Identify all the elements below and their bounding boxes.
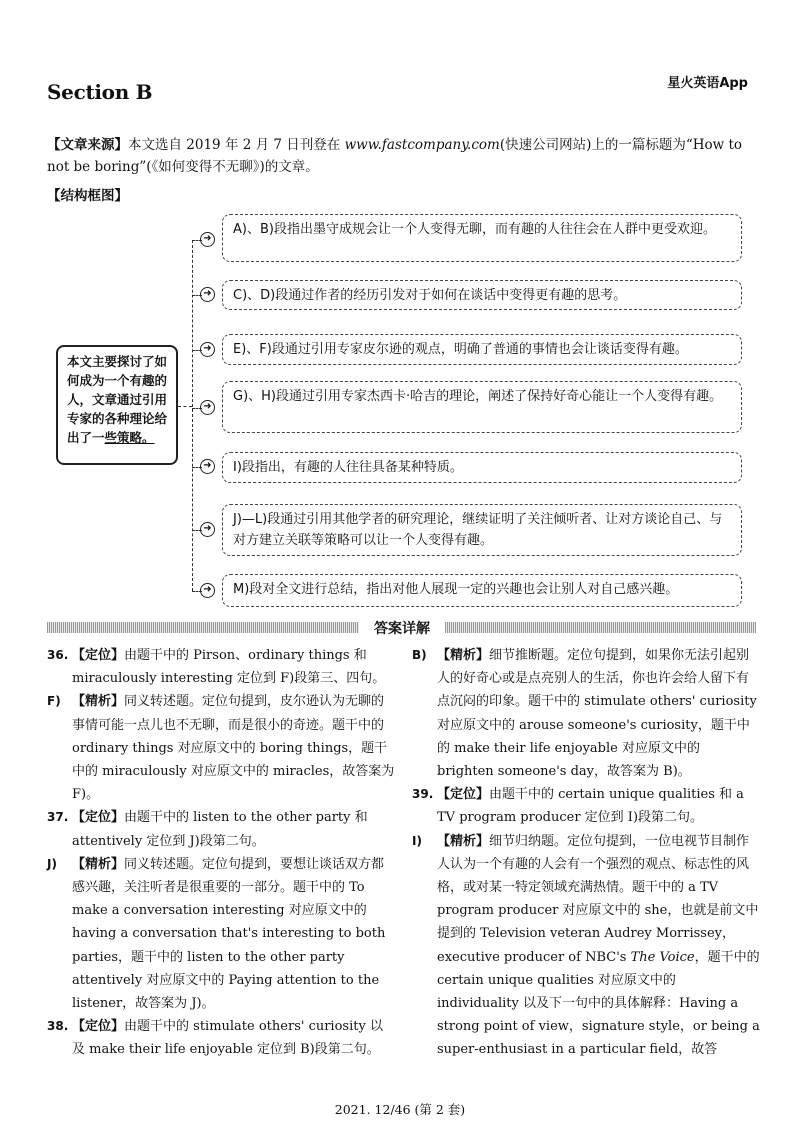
q39-analysis <box>412 830 760 1062</box>
q37-locate-tag: 【定位】 <box>72 810 125 826</box>
q37-locate <box>47 806 395 852</box>
summary-text-end: 些策略。 <box>104 430 155 445</box>
q38-number: 38. <box>47 1019 69 1034</box>
q39-answer: I) <box>412 833 422 848</box>
arrow-circle-icon: ➜ <box>200 583 215 598</box>
q38-locate <box>47 1015 395 1061</box>
branch-box-i: I)段指出，有趣的人往往具备某种特质。 <box>222 452 742 483</box>
q36-locate-tag: 【定位】 <box>72 648 125 663</box>
arrow-circle-icon: ➜ <box>200 287 215 302</box>
q39-analysis-text-1: 细节归纳题。定位句提到，一位电视节目制作人认为一个有趣的人会有一个强烈的观点、标志性的风格，或对某一特定领域充满热情。题干中的 a TV program producer 对应原文中的 she，也就是前文中提到的 Television veteran Audrey Morrissey，executive producer of NBC's <box>437 833 759 965</box>
answers-right-column <box>412 644 760 1062</box>
branch-box-gh: G)、H)段通过引用专家杰西卡·哈吉的理论，阐述了保持好奇心能让一个人变得有趣。 <box>222 381 742 433</box>
q37-number: 37. <box>47 810 69 825</box>
q38-analysis <box>412 644 760 783</box>
q39-show-title: The Voice <box>630 949 695 965</box>
q36-analysis-tag: 【精析】 <box>72 694 125 710</box>
q36-locate <box>47 644 395 690</box>
q37-analysis <box>47 853 395 1015</box>
q36-analysis <box>47 690 395 806</box>
section-title: Section B <box>47 80 153 104</box>
q39-locate <box>412 783 760 829</box>
q36-number: 36. <box>47 648 69 662</box>
source-text-1: 本文选自 2019 年 2 月 7 日刊登在 <box>128 137 345 153</box>
answers-divider <box>47 618 756 638</box>
q39-locate-tag: 【定位】 <box>437 787 490 803</box>
q37-locate-text: 由题干中的 listen to the other party 和 attentively 定位到 J)段第二句。 <box>72 810 368 849</box>
q36-answer: F) <box>47 694 61 709</box>
hatch-left <box>47 622 359 633</box>
q37-answer: J) <box>47 856 57 871</box>
framework-label: 【结构框图】 <box>47 188 128 204</box>
arrow-circle-icon: ➜ <box>200 522 215 537</box>
q38-answer: B) <box>412 648 427 662</box>
arrow-circle-icon: ➜ <box>200 342 215 357</box>
q39-analysis-tag: 【精析】 <box>437 833 490 849</box>
source-site: www.fastcompany.com <box>344 137 500 153</box>
q38-locate-text: 由题干中的 stimulate others' curiosity 以及 make their life enjoyable 定位到 B)段第二句。 <box>72 1019 383 1058</box>
page-footer: 2021. 12/46 (第 2 套) <box>334 1102 466 1117</box>
answers-left-column <box>47 644 395 1062</box>
branch-box-m: M)段对全文进行总结，指出对他人展现一定的兴趣也会让别人对自己感兴趣。 <box>222 574 742 607</box>
answers-title: 答案详解 <box>374 621 430 637</box>
summary-text: 本文主要探讨了如何成为一个有趣的人，文章通过引用专家的各种理论给出了一 <box>67 354 168 445</box>
branch-box-ab: A)、B)段指出墨守成规会让一个人变得无聊，而有趣的人往往会在人群中更受欢迎。 <box>222 214 742 262</box>
source-text-2: (快速公司网站)上的一篇标题为“How to not be boring”(《如何变得不无聊》)的文章。 <box>47 137 743 175</box>
branch-box-ef: E)、F)段通过引用专家皮尔逊的观点，明确了普通的事情也会让谈话变得有趣。 <box>222 334 742 365</box>
branch-box-cd: C)、D)段通过作者的经历引发对于如何在谈话中变得更有趣的思考。 <box>222 280 742 310</box>
diagram-spine <box>192 240 193 591</box>
arrow-circle-icon: ➜ <box>200 232 215 247</box>
arrow-circle-icon: ➜ <box>200 400 215 415</box>
source-label: 【文章来源】 <box>47 137 128 153</box>
q39-analysis-text-2: ，题干中的 certain unique qualities 对应原文中的 individuality 以及下一句中的具体解释：Having a strong point of view，signature style，or being a super-enthusiast in a particular field，故答 <box>437 949 760 1058</box>
hatch-right <box>445 622 756 633</box>
arrow-circle-icon: ➜ <box>200 459 215 474</box>
q38-analysis-text: 细节推断题。定位句提到，如果你无法引起别人的好奇心或是点亮别人的生活，你也许会给人留下有点沉闷的印象。题干中的 stimulate others' curiosity 对应原文中的 arouse someone's curiosity，题干中的 make their life enjoyable 对应原文中的 brighten someone's day，故答案为 B)。 <box>437 648 757 780</box>
branch-box-jl: J)—L)段通过引用其他学者的研究理论，继续证明了关注倾听者、让对方谈论自己、与对方建立关联等策略可以让一个人变得有趣。 <box>222 504 742 556</box>
q38-analysis-tag: 【精析】 <box>437 648 490 663</box>
q36-analysis-text: 同义转述题。定位句提到，皮尔逊认为无聊的事情可能一点儿也不无聊，而是很小的奇迹。题干中的 ordinary things 对应原文中的 boring things，题干中的 miraculously 对应原文中的 miracles，故答案为 F)。 <box>72 694 395 803</box>
connector-line <box>178 406 192 407</box>
summary-box <box>56 345 178 465</box>
q39-locate-text: 由题干中的 certain unique qualities 和 a TV program producer 定位到 I)段第二句。 <box>437 787 744 826</box>
q39-number: 39. <box>412 787 434 802</box>
q38-locate-tag: 【定位】 <box>72 1019 125 1035</box>
app-name: 星火英语App <box>667 76 748 91</box>
q37-analysis-tag: 【精析】 <box>72 856 125 872</box>
source-paragraph <box>47 134 757 178</box>
q37-analysis-text: 同义转述题。定位句提到，要想让谈话双方都感兴趣，关注听者是很重要的一部分。题干中的 To make a conversation interesting 对应原文中的 having a conversation that's interesting to both parties，题干中的 listen to the other party attentively 对应原文中的 Paying attention to the listener，故答案为 J)。 <box>72 856 386 1012</box>
q36-locate-text: 由题干中的 Pirson、ordinary things 和 miraculously interesting 定位到 F)段第三、四句。 <box>72 648 386 687</box>
